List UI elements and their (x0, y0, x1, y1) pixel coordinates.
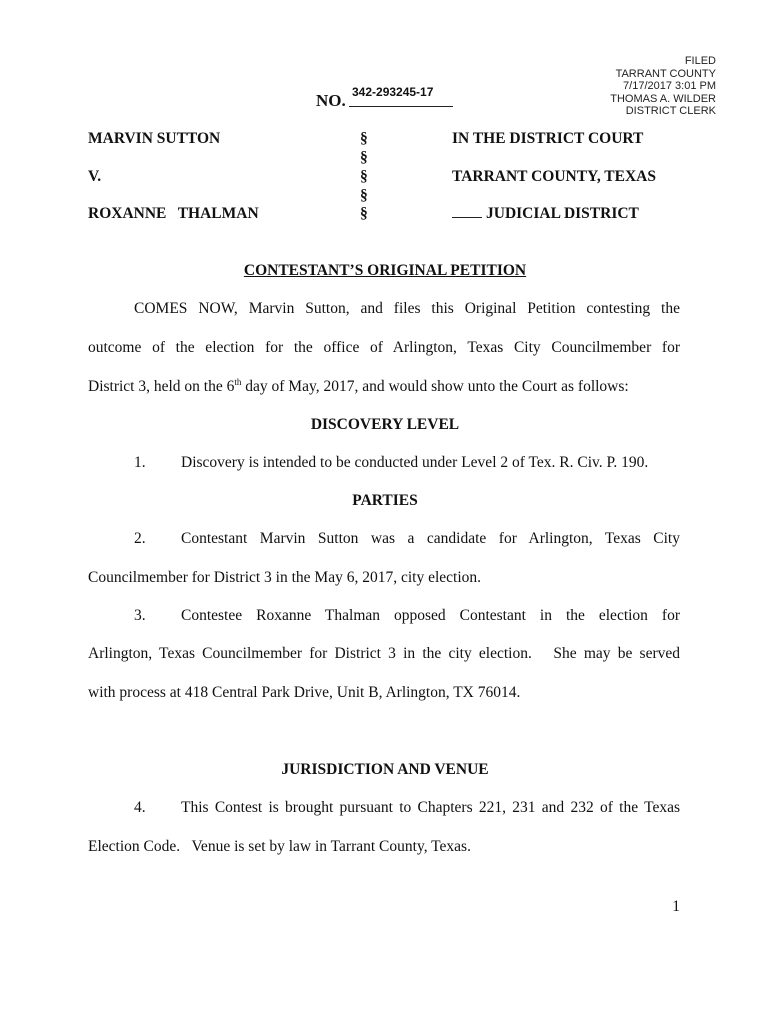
section-symbol: § (360, 168, 368, 185)
document-title (0, 262, 770, 280)
page-number: 1 (672, 898, 680, 915)
paragraph-text: Councilmember for District 3 in the May 6, 2017, city election. (88, 569, 482, 586)
stamp-line: THOMAS A. WILDER (610, 92, 716, 105)
cause-number-underline (349, 106, 453, 107)
paragraph-number: 4. (134, 799, 146, 816)
intro-line: outcome of the election for the office of Arlington, Texas City Councilmember for (88, 339, 680, 356)
section-symbol: § (360, 205, 368, 222)
section-heading (0, 761, 770, 779)
paragraph-number: 3. (134, 607, 146, 624)
section-symbol: § (360, 187, 368, 204)
paragraph-text: with process at 418 Central Park Drive, Unit B, Arlington, TX 76014. (88, 684, 521, 701)
stamp-line: DISTRICT CLERK (625, 105, 716, 118)
caption-court: IN THE DISTRICT COURT (452, 130, 644, 147)
paragraph-number: 2. (134, 530, 146, 547)
document-title-text: CONTESTANT’S ORIGINAL PETITION (243, 262, 527, 279)
paragraph-text: This Contest is brought pursuant to Chapters 221, 231 and 232 of the Texas (181, 799, 680, 816)
stamp-line: FILED (684, 55, 716, 67)
intro-text: District 3, held on the 6 (88, 378, 235, 396)
caption-district (452, 205, 639, 223)
ordinal-suffix: th (234, 377, 242, 387)
jurisdiction-heading: JURISDICTION AND VENUE (281, 761, 489, 778)
caption-plaintiff: MARVIN SUTTON (88, 130, 221, 147)
cause-number-label: NO. (316, 91, 346, 110)
paragraph-text: Contestee Roxanne Thalman opposed Contestant in the election for (181, 607, 680, 624)
section-heading (0, 492, 770, 510)
cause-number: 342-293245-17 (352, 85, 434, 99)
intro-line (88, 377, 680, 396)
caption-defendant: ROXANNE THALMAN (88, 205, 259, 222)
stamp-line: 7/17/2017 3:01 PM (623, 80, 716, 93)
caption-versus: V. (88, 168, 102, 185)
section-symbol: § (360, 149, 368, 166)
section-symbol: § (360, 130, 368, 147)
paragraph-text: Discovery is intended to be conducted under Level 2 of Tex. R. Civ. P. 190. (181, 454, 649, 471)
paragraph-number: 1. (134, 454, 146, 471)
filing-stamp (610, 55, 716, 118)
caption-district-label: JUDICIAL DISTRICT (486, 205, 639, 222)
district-number-blank (452, 216, 482, 218)
discovery-heading: DISCOVERY LEVEL (310, 416, 460, 433)
paragraph-text: Election Code. Venue is set by law in Tarrant County, Texas. (88, 838, 471, 855)
caption-county: TARRANT COUNTY, TEXAS (452, 168, 656, 185)
paragraph-text: Contestant Marvin Sutton was a candidate for Arlington, Texas City (181, 530, 680, 547)
stamp-line: TARRANT COUNTY (615, 67, 716, 80)
intro-text: day of May, 2017, and would show unto the Court as follows: (241, 378, 629, 396)
section-heading (0, 416, 770, 434)
parties-heading: PARTIES (352, 492, 418, 509)
paragraph-text: Arlington, Texas Councilmember for District 3 in the city election. She may be served (88, 645, 680, 662)
intro-line: COMES NOW, Marvin Sutton, and files this Original Petition contesting the (134, 300, 680, 317)
